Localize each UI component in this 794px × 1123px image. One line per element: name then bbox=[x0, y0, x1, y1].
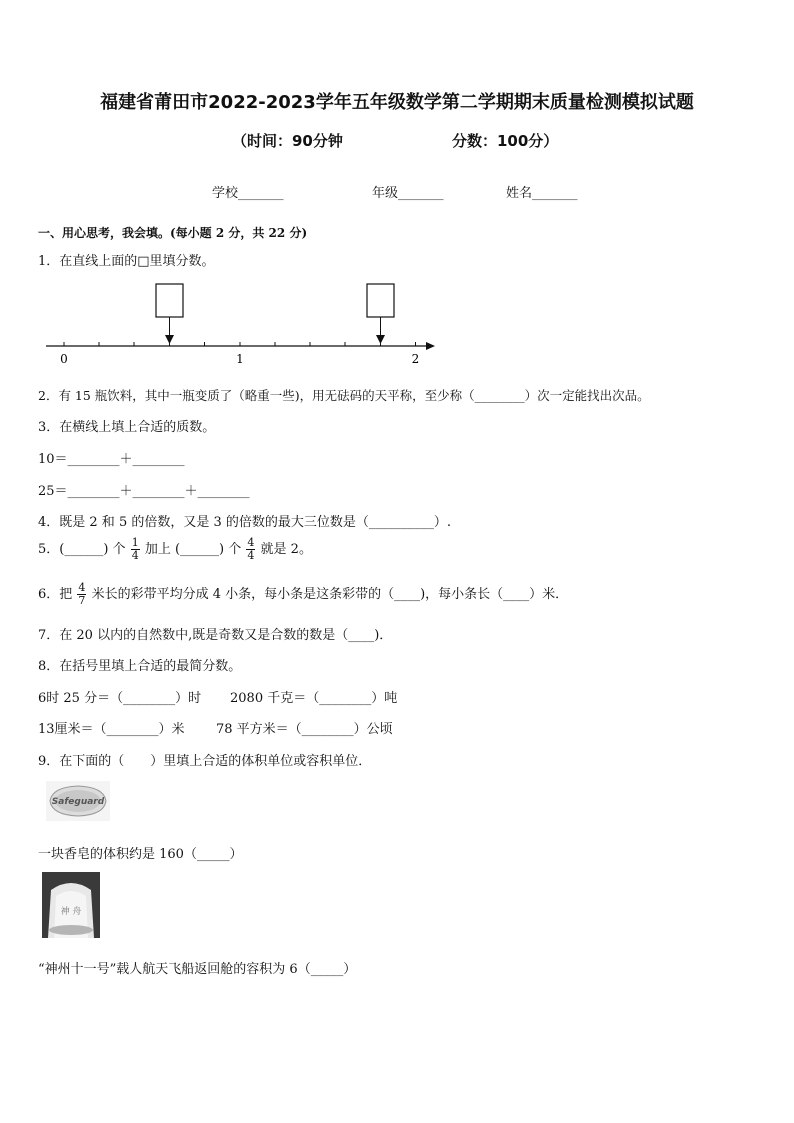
page-title: 福建省莆田市2022-2023学年五年级数学第二学期期末质量检测模拟试题 bbox=[100, 92, 694, 113]
tick-label-1: 1 bbox=[236, 352, 244, 366]
question-3-line-1: 10＝________＋________ bbox=[38, 452, 185, 467]
question-7: 7．在 20 以内的自然数中,既是奇数又是合数的数是（____)． bbox=[38, 628, 393, 643]
name-field: 姓名_______ bbox=[506, 186, 578, 201]
question-8-line-1b: 2080 千克＝（________）吨 bbox=[230, 691, 398, 706]
question-6-part-b: 米长的彩带平均分成 4 小条，每小条是这条彩带的（____)，每小条长（____）米． bbox=[91, 587, 569, 602]
exam-time: （时间：90分钟 bbox=[232, 132, 343, 150]
fraction-one-quarter: $\frac{1}{4}$ bbox=[131, 536, 139, 562]
soap-image bbox=[46, 781, 110, 821]
number-line bbox=[40, 278, 440, 370]
question-5-part-a: 5．(______) 个 bbox=[38, 542, 126, 557]
capsule-image bbox=[42, 872, 100, 938]
question-6 bbox=[38, 582, 568, 607]
question-9-capsule: “神州十一号”载人航天飞船返回舱的容积为 6（_____） bbox=[38, 962, 357, 977]
fraction-four-quarters: $\frac{4}{4}$ bbox=[247, 536, 255, 562]
question-3: 3．在横线上填上合适的质数。 bbox=[38, 420, 216, 435]
question-9-soap: 一块香皂的体积约是 160（_____） bbox=[38, 847, 243, 862]
grade-field: 年级_______ bbox=[372, 186, 444, 201]
question-4: 4．既是 2 和 5 的倍数，又是 3 的倍数的最大三位数是（__________）. bbox=[38, 515, 452, 530]
question-2: 2．有 15 瓶饮料，其中一瓶变质了（略重一些)，用无砝码的天平称，至少称（________）次一定能找出次品。 bbox=[38, 388, 650, 403]
question-8-line-2a: 13厘米＝（________）米 bbox=[38, 722, 185, 737]
question-6-part-a: 6．把 bbox=[38, 587, 73, 602]
question-8-line-2b: 78 平方米＝（________）公顷 bbox=[216, 722, 393, 737]
question-8: 8．在括号里填上合适的最简分数。 bbox=[38, 659, 242, 674]
tick-label-2: 2 bbox=[411, 352, 420, 366]
school-field: 学校_______ bbox=[212, 186, 284, 201]
question-5-part-c: 就是 2。 bbox=[260, 542, 312, 557]
question-1: 1．在直线上面的□里填分数。 bbox=[38, 254, 215, 269]
section-heading: 一、用心思考，我会填。(每小题 2 分，共 22 分) bbox=[38, 226, 308, 240]
capsule-text: 神 舟 bbox=[60, 907, 82, 917]
answer-box-2[interactable] bbox=[367, 284, 394, 317]
exam-score: 分数：100分） bbox=[452, 132, 559, 150]
answer-box-1[interactable] bbox=[156, 284, 183, 317]
question-5-part-b: 加上 (______) 个 bbox=[144, 542, 242, 557]
axis-arrow-icon bbox=[426, 342, 435, 350]
tick-marks bbox=[64, 342, 416, 346]
question-9: 9．在下面的（ ）里填上合适的体积单位或容积单位． bbox=[38, 754, 372, 769]
question-5 bbox=[38, 537, 312, 562]
tick-label-0: 0 bbox=[60, 352, 68, 366]
fraction-four-sevenths: $\frac{4}{7}$ bbox=[78, 581, 86, 607]
question-3-line-2: 25＝________＋________＋________ bbox=[38, 484, 250, 499]
question-8-line-1a: 6时 25 分＝（________）时 bbox=[38, 691, 202, 706]
soap-brand-text: Safeguard bbox=[51, 797, 105, 807]
